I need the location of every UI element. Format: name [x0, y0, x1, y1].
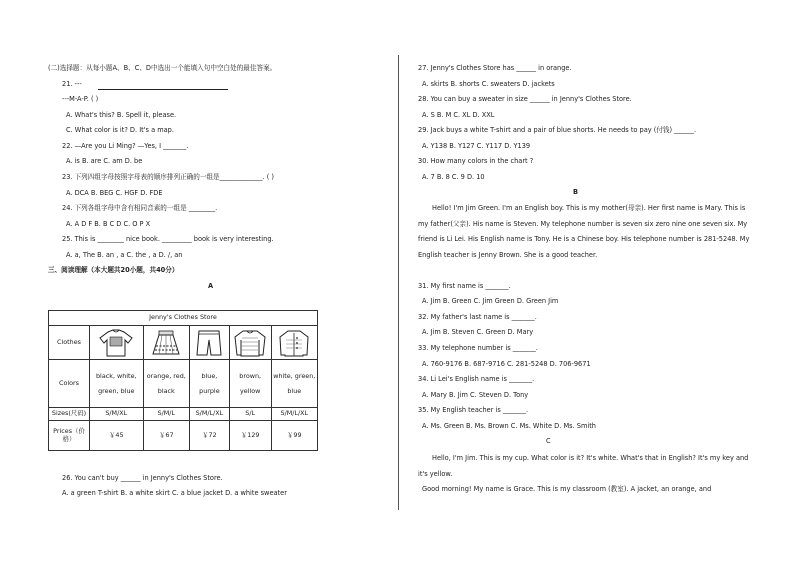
section3-title: 三、阅读理解（本大题共20小题，共40分）	[48, 266, 179, 274]
q25-stem: 25. This is ________ nice book. _________ book is very interesting.	[62, 235, 274, 243]
jacket-picture	[271, 326, 317, 360]
passage-c-label: C	[546, 437, 551, 445]
q33-stem: 33. My telephone number is _______.	[418, 344, 538, 352]
passage-b-text: Hello! I'm Jim Green. I'm an English boy. This is my mother(母亲). Her first name is Mary. This is my father(父亲). His name is Steven. My telephone number is seven six zero nine one seven six. My friend is Li Lei. His English name is Tony. He is a Chinese boy. His telephone number is 281-5248. My English teacher is Jenny Brown. She is a good teacher.	[418, 204, 750, 259]
q30-options: A. 7 B. 8 C. 9 D. 10	[422, 173, 485, 181]
shorts-picture	[190, 326, 230, 360]
q21-options: A. What's this? B. Spell it, please.	[66, 111, 177, 119]
shorts-colors: blue, purple	[190, 360, 230, 408]
q21-options-2: C. What color is it? D. It's a map.	[66, 126, 174, 134]
tshirt-icon	[98, 328, 134, 358]
q27-options: A. skirts B. shorts C. sweaters D. jackets	[422, 80, 555, 88]
column-divider	[398, 55, 399, 510]
q23-options: A. DCA B. BEG C. HGF D. FDE	[66, 189, 163, 197]
q21-line2: ---M-A-P. ( )	[62, 95, 99, 103]
store-table-title: Jenny's Clothes Store	[49, 311, 318, 326]
q21-stem: 21. ---	[62, 80, 82, 88]
skirt-picture	[143, 326, 189, 360]
q24-options: A. A D F B. B C D C. O P X	[66, 220, 151, 228]
jacket-colors: white, green, blue	[271, 360, 317, 408]
q28-stem: 28. You can buy a sweater in size ______ in Jenny's Clothes Store.	[418, 95, 632, 103]
passage-a-label: A	[208, 282, 214, 290]
q34-stem: 34. Li Lei's English name is _______.	[418, 375, 535, 383]
passage-b-label: B	[573, 188, 579, 196]
jacket-icon	[276, 328, 312, 358]
q26-stem: 26. You can't buy ______ in Jenny's Clothes Store.	[62, 474, 223, 482]
skirt-colors: orange, red, black	[143, 360, 189, 408]
q22-stem: 22. —Are you Li Ming? —Yes, I _______.	[62, 142, 189, 150]
sweater-picture	[229, 326, 271, 360]
q22-options: A. is B. are C. am D. be	[66, 157, 143, 165]
q34-options: A. Mary B. Jim C. Steven D. Tony	[422, 391, 529, 399]
q29-options: A. Y138 B. Y127 C. Y117 D. Y139	[422, 142, 531, 150]
shorts-sizes: S/M/L/XL	[190, 408, 230, 421]
q31-options: A. Jim B. Green C. Jim Green D. Green Jim	[422, 297, 559, 305]
q27-stem: 27. Jenny's Clothes Store has ______ in orange.	[418, 64, 572, 72]
q23-stem: 23. 下列四组字母按照字母表的顺序排列正确的一组是_____________. ( )	[62, 173, 274, 181]
tshirt-sizes: S/M/XL	[90, 408, 144, 421]
row-header-clothes: Clothes	[49, 326, 90, 360]
sweater-sizes: S/L	[229, 408, 271, 421]
skirt-sizes: S/M/L	[143, 408, 189, 421]
q25-options: A. a, The B. an , a C. the , a D. /, an	[66, 251, 183, 259]
tshirt-colors: black, white, green, blue	[90, 360, 144, 408]
q29-stem: 29. Jack buys a white T-shirt and a pair of blue shorts. He needs to pay (付钱) ______.	[418, 126, 697, 134]
clothes-store-table	[48, 310, 318, 451]
passage-c-paragraph-2: Good morning! My name is Grace. This is my classroom (教室). A jacket, an orange, and	[422, 485, 712, 493]
q28-options: A. S B. M C. XL D. XXL	[422, 111, 495, 119]
tshirt-price: ￥45	[90, 421, 144, 451]
q24-stem: 24. 下列各组字母中含有相同音素的一组是 ________.	[62, 204, 218, 212]
q33-options: A. 760-9176 B. 687-9716 C. 281-5248 D. 706-9671	[422, 360, 591, 368]
skirt-icon	[148, 328, 184, 358]
sweater-price: ￥129	[229, 421, 271, 451]
shorts-icon	[191, 328, 227, 358]
q31-stem: 31. My first name is _______.	[418, 282, 511, 290]
row-header-prices: Prices（价格）	[49, 421, 90, 451]
q26-options: A. a green T-shirt B. a white skirt C. a blue jacket D. a white sweater	[62, 489, 287, 497]
row-header-sizes: Sizes(尺码)	[49, 408, 90, 421]
row-header-colors: Colors	[49, 360, 90, 408]
skirt-price: ￥67	[143, 421, 189, 451]
q35-stem: 35. My English teacher is _______.	[418, 406, 529, 414]
shorts-price: ￥72	[190, 421, 230, 451]
passage-c-paragraph-1: Hello, I'm Jim. This is my cup. What color is it? It's white. What's that in English? It's my key and it's yellow.	[418, 454, 749, 478]
q30-stem: 30. How many colors in the chart ?	[418, 157, 534, 165]
tshirt-picture	[90, 326, 144, 360]
jacket-price: ￥99	[271, 421, 317, 451]
q35-options: A. Ms. Green B. Ms. Brown C. Ms. White D. Ms. Smith	[422, 422, 596, 430]
q32-options: A. Jim B. Steven C. Green D. Mary	[422, 328, 534, 336]
q32-stem: 32. My father's last name is _______.	[418, 313, 537, 321]
section2-title: (二)选择题：从每小题A、B、C、D中选出一个能填入句中空白处的最佳答案。	[48, 64, 277, 72]
sweater-icon	[232, 328, 268, 358]
sweater-colors: brown, yellow	[229, 360, 271, 408]
q21-blank	[98, 81, 228, 90]
jacket-sizes: S/M/L/XL	[271, 408, 317, 421]
